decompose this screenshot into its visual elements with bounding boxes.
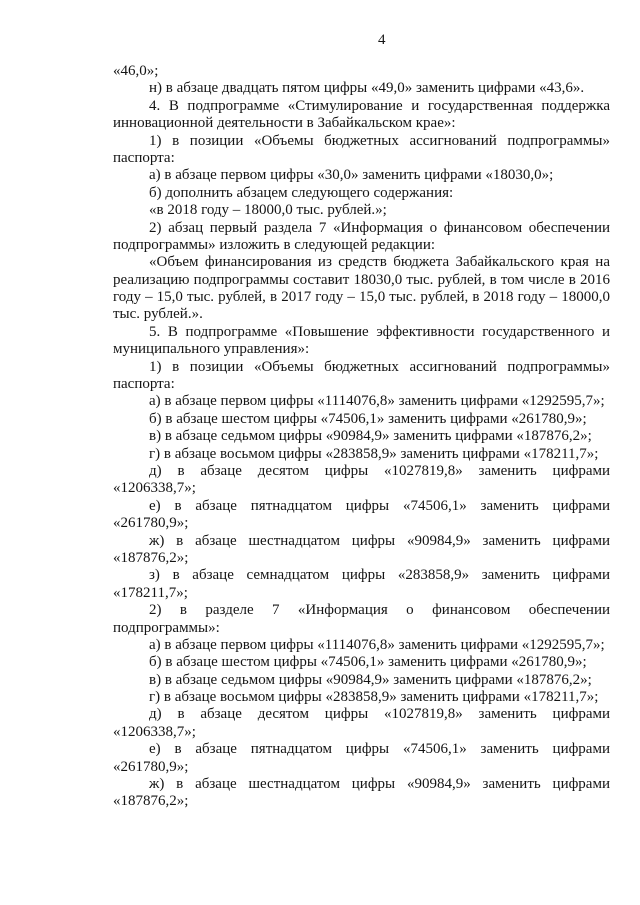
text-line: паспорта: — [113, 376, 175, 393]
text-line: «1206338,7»; — [113, 723, 196, 740]
text-line: «187876,2»; — [113, 549, 189, 566]
text-line: 2) абзац первый раздела 7 «Информация о финансовом обеспечении — [149, 219, 610, 236]
text-line: д) в абзаце десятом цифры «1027819,8» заменить цифрами — [149, 462, 610, 479]
page-number: 4 — [378, 32, 386, 48]
text-line: подпрограммы» изложить в следующей редакции: — [113, 236, 436, 253]
text-line: в) в абзаце седьмом цифры «90984,9» заменить цифрами «187876,2»; — [149, 671, 592, 688]
paragraph — [113, 254, 610, 324]
text-line: а) в абзаце первом цифры «30,0» заменить цифрами «18030,0»; — [149, 167, 554, 184]
paragraph — [113, 80, 610, 97]
text-line: 5. В подпрограмме «Повышение эффективности государственного и — [149, 323, 610, 340]
paragraph — [113, 654, 610, 671]
paragraph — [113, 428, 610, 445]
paragraph — [113, 498, 610, 533]
text-line: тыс. рублей.». — [113, 306, 203, 323]
document-body — [113, 63, 610, 811]
text-line: н) в абзаце двадцать пятом цифры «49,0» заменить цифрами «43,6». — [149, 80, 585, 97]
paragraph — [113, 776, 610, 811]
text-line: в) в абзаце седьмом цифры «90984,9» заменить цифрами «187876,2»; — [149, 428, 592, 445]
text-line: а) в абзаце первом цифры «1114076,8» заменить цифрами «1292595,7»; — [149, 636, 605, 653]
paragraph — [113, 220, 610, 255]
text-line: «46,0»; — [113, 63, 159, 79]
text-line: 4. В подпрограмме «Стимулирование и государственная поддержка — [149, 97, 610, 114]
text-line: е) в абзаце пятнадцатом цифры «74506,1» заменить цифрами — [149, 497, 610, 514]
paragraph — [113, 637, 610, 654]
text-line: 2) в разделе 7 «Информация о финансовом обеспечении — [149, 602, 610, 619]
text-line: «187876,2»; — [113, 793, 189, 810]
paragraph — [113, 324, 610, 359]
paragraph — [113, 393, 610, 410]
text-line: «261780,9»; — [113, 758, 189, 775]
text-line: е) в абзаце пятнадцатом цифры «74506,1» заменить цифрами — [149, 741, 610, 758]
paragraph — [113, 446, 610, 463]
text-line: муниципального управления»: — [113, 341, 310, 358]
paragraph — [113, 63, 610, 80]
text-line: ж) в абзаце шестнадцатом цифры «90984,9» заменить цифрами — [149, 776, 610, 793]
text-line: д) в абзаце десятом цифры «1027819,8» заменить цифрами — [149, 706, 610, 723]
paragraph — [113, 567, 610, 602]
paragraph — [113, 359, 610, 394]
text-line: «178211,7»; — [113, 584, 188, 601]
paragraph — [113, 167, 610, 184]
paragraph — [113, 411, 610, 428]
paragraph — [113, 463, 610, 498]
text-line: 1) в позиции «Объемы бюджетных ассигнований подпрограммы» — [149, 358, 610, 375]
paragraph — [113, 706, 610, 741]
text-line: б) дополнить абзацем следующего содержания: — [149, 184, 454, 201]
text-line: «Объем финансирования из средств бюджета Забайкальского края на — [149, 254, 610, 271]
paragraph — [113, 741, 610, 776]
paragraph — [113, 602, 610, 637]
text-line: подпрограммы»: — [113, 619, 220, 636]
text-line: б) в абзаце шестом цифры «74506,1» заменить цифрами «261780,9»; — [149, 410, 587, 427]
paragraph — [113, 98, 610, 133]
text-line: году – 15,0 тыс. рублей, в 2017 году – 15,0 тыс. рублей, в 2018 году – 18000,0 — [113, 289, 610, 306]
text-line: 1) в позиции «Объемы бюджетных ассигнований подпрограммы» — [149, 132, 610, 149]
paragraph — [113, 689, 610, 706]
text-line: б) в абзаце шестом цифры «74506,1» заменить цифрами «261780,9»; — [149, 654, 587, 671]
text-line: г) в абзаце восьмом цифры «283858,9» заменить цифрами «178211,7»; — [149, 445, 599, 462]
text-line: реализацию подпрограммы составит 18030,0 тыс. рублей, в том числе в 2016 — [113, 271, 610, 288]
paragraph — [113, 533, 610, 568]
text-line: а) в абзаце первом цифры «1114076,8» заменить цифрами «1292595,7»; — [149, 393, 605, 410]
text-line: «1206338,7»; — [113, 480, 196, 497]
text-line: «261780,9»; — [113, 515, 189, 532]
text-line: г) в абзаце восьмом цифры «283858,9» заменить цифрами «178211,7»; — [149, 689, 599, 706]
paragraph — [113, 672, 610, 689]
paragraph — [113, 185, 610, 202]
paragraph — [113, 133, 610, 168]
text-line: инновационной деятельности в Забайкальском крае»: — [113, 115, 456, 132]
text-line: ж) в абзаце шестнадцатом цифры «90984,9» заменить цифрами — [149, 532, 610, 549]
text-line: «в 2018 году – 18000,0 тыс. рублей.»; — [149, 202, 387, 219]
text-line: паспорта: — [113, 149, 175, 166]
text-line: з) в абзаце семнадцатом цифры «283858,9» заменить цифрами — [149, 567, 610, 584]
paragraph — [113, 202, 610, 219]
